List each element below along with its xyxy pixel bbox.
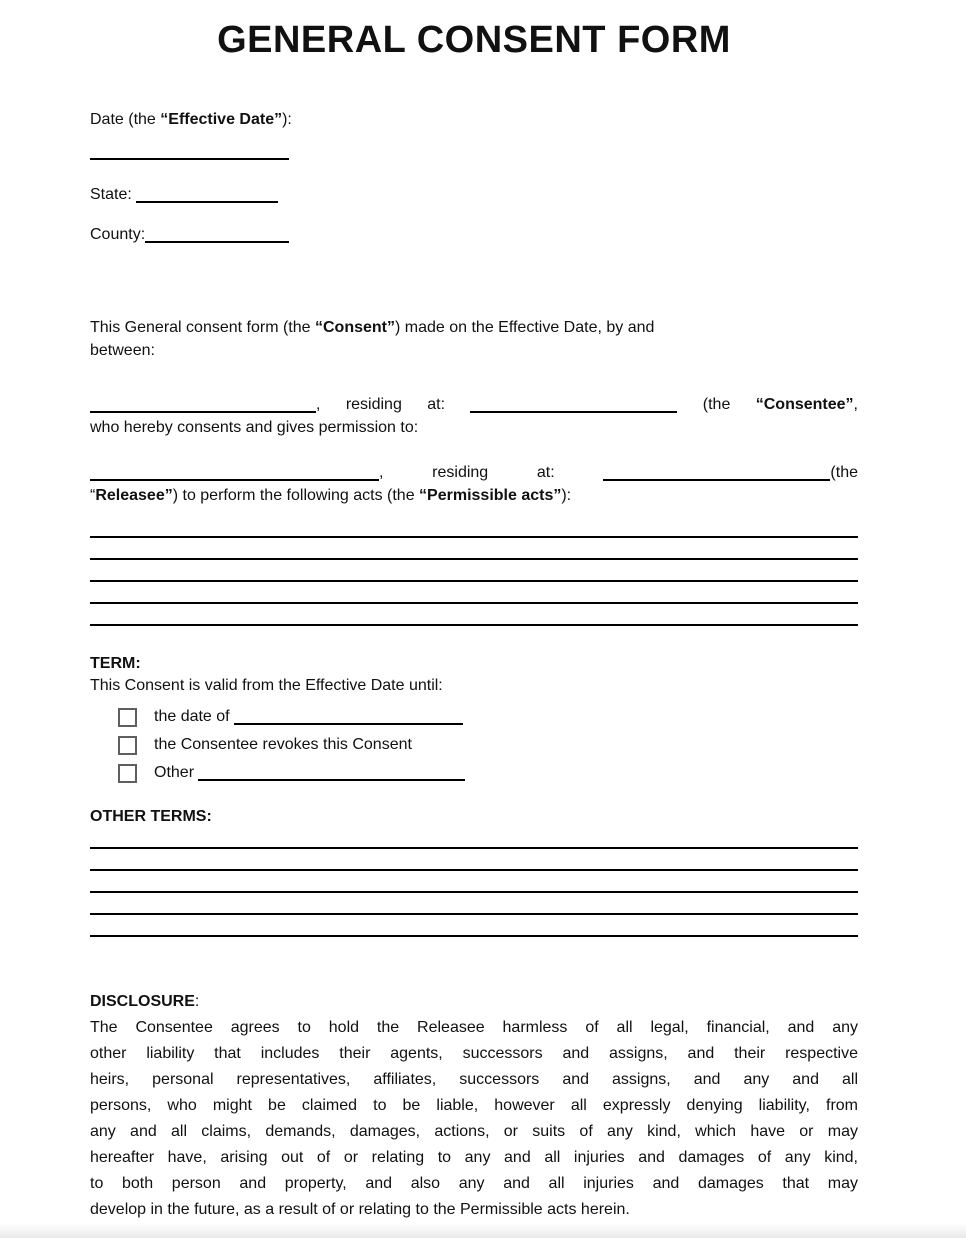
- text-segment: (the: [830, 464, 858, 481]
- disclosure-section-heading: [90, 992, 858, 1012]
- disclosure-line: heirs, personal representatives, affiliates, successors and assigns, and any and all: [90, 1071, 858, 1088]
- fill-in-blank[interactable]: [145, 227, 289, 243]
- date-field-label: [90, 108, 858, 131]
- text-segment: ):: [561, 487, 572, 504]
- term-option-date: [118, 703, 858, 731]
- disclosure-line: to both person and property, and also any and all injuries and damages that may: [90, 1175, 858, 1192]
- text-segment: State:: [90, 186, 137, 203]
- fill-in-blank[interactable]: [136, 187, 278, 203]
- term-intro-text: This Consent is valid from the Effective Date until:: [90, 677, 443, 694]
- consentee-clause-line-2: who hereby consents and gives permission to:: [90, 419, 419, 436]
- intro-line-2: between:: [90, 342, 155, 359]
- fill-in-blank[interactable]: [90, 465, 379, 481]
- ruled-blank-line[interactable]: [90, 604, 858, 626]
- fill-in-blank[interactable]: [198, 765, 465, 781]
- state-field[interactable]: [90, 183, 858, 206]
- checkbox[interactable]: [118, 736, 137, 755]
- term-option-label: [154, 703, 463, 731]
- text-segment: County:: [90, 226, 146, 243]
- fill-in-blank[interactable]: [234, 709, 463, 725]
- ruled-blank-line[interactable]: [90, 538, 858, 560]
- text-segment: Releasee”: [95, 487, 173, 504]
- term-options-list: [90, 703, 858, 787]
- text-segment: the Consentee revokes this Consent: [154, 736, 412, 753]
- text-segment: “Consent”: [314, 319, 395, 336]
- ruled-blank-line[interactable]: [90, 582, 858, 604]
- text-segment: DISCLOSURE: [90, 993, 195, 1010]
- county-field[interactable]: [90, 223, 858, 246]
- disclosure-line: any and all claims, demands, damages, actions, or suits of any kind, which have or may: [90, 1123, 858, 1140]
- disclosure-line: other liability that includes their agents, successors and assigns, and their respective: [90, 1045, 858, 1062]
- term-option-label: [154, 759, 465, 787]
- checkbox[interactable]: [118, 708, 137, 727]
- disclosure-line: hereafter have, arising out of or relating to any and all injuries and damages of any kind,: [90, 1149, 858, 1166]
- page-bottom-edge: [0, 1223, 966, 1238]
- disclosure-paragraph: [90, 1015, 858, 1223]
- text-segment: ) made on the Effective Date, by and: [394, 319, 655, 336]
- ruled-blank-line[interactable]: [90, 560, 858, 582]
- intro-paragraph: [90, 316, 858, 362]
- term-option-revoke: [118, 731, 858, 759]
- permissible-acts-write-in-area: [90, 516, 858, 626]
- text-segment: ) to perform the following acts (the: [172, 487, 420, 504]
- disclosure-line: persons, who might be claimed to be liable, however all expressly denying liability, from: [90, 1097, 858, 1114]
- disclosure-line: The Consentee agrees to hold the Releasee harmless of all legal, financial, and any: [90, 1019, 858, 1036]
- ruled-blank-line[interactable]: [90, 915, 858, 937]
- text-segment: , residing at:: [316, 396, 471, 413]
- ruled-blank-line[interactable]: [90, 827, 858, 849]
- ruled-blank-line[interactable]: [90, 893, 858, 915]
- fill-in-blank[interactable]: [90, 144, 289, 160]
- text-segment: ):: [282, 111, 292, 128]
- term-section-heading: TERM:: [90, 655, 141, 672]
- text-segment: the date of: [154, 708, 235, 725]
- text-segment: Date (the: [90, 111, 161, 128]
- text-segment: Other: [154, 764, 199, 781]
- releasee-clause: [90, 461, 858, 507]
- ruled-blank-line[interactable]: [90, 849, 858, 871]
- date-fill-in-line[interactable]: [90, 141, 858, 163]
- text-segment: ,: [853, 396, 858, 413]
- text-segment: This General consent form (the: [90, 319, 315, 336]
- text-segment: “Effective Date”: [160, 111, 283, 128]
- page-title: GENERAL CONSENT FORM: [217, 19, 731, 61]
- fill-in-blank[interactable]: [90, 397, 316, 413]
- term-option-label: [154, 731, 412, 759]
- text-segment: “Permissible acts”: [419, 487, 562, 504]
- ruled-blank-line[interactable]: [90, 871, 858, 893]
- consentee-clause-line-1: [90, 393, 858, 416]
- intro-line-1: [90, 316, 858, 339]
- other-terms-write-in-area: [90, 827, 858, 937]
- text-segment: , residing at:: [379, 464, 604, 481]
- fill-in-blank[interactable]: [603, 465, 830, 481]
- consentee-clause: [90, 393, 858, 439]
- other-terms-section-heading: OTHER TERMS:: [90, 808, 212, 825]
- fill-in-blank[interactable]: [470, 397, 677, 413]
- text-segment: “: [90, 487, 96, 504]
- checkbox[interactable]: [118, 764, 137, 783]
- ruled-blank-line[interactable]: [90, 516, 858, 538]
- releasee-clause-line-1: [90, 461, 858, 484]
- disclosure-line: develop in the future, as a result of or relating to the Permissible acts herein.: [90, 1201, 630, 1218]
- text-segment: (the: [677, 396, 756, 413]
- term-option-other: [118, 759, 858, 787]
- text-segment: “Consentee”: [755, 396, 854, 413]
- releasee-clause-line-2: [90, 484, 858, 507]
- text-segment: :: [194, 993, 200, 1010]
